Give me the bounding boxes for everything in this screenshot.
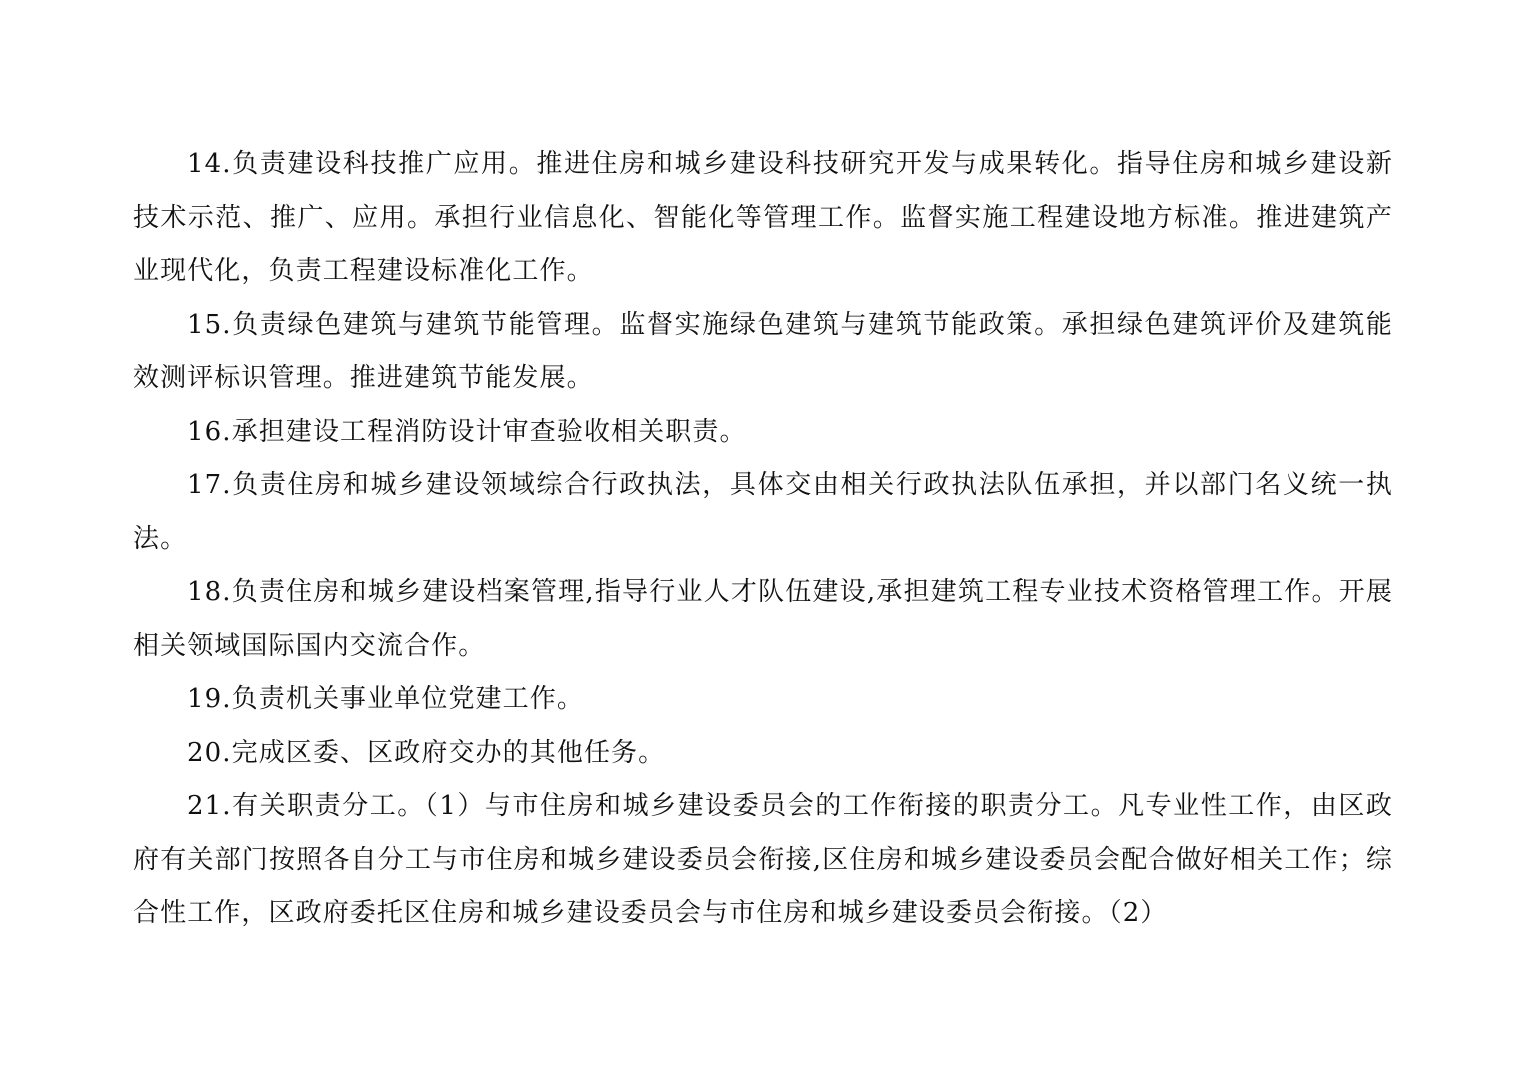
paragraph-15: 15.负责绿色建筑与建筑节能管理。监督实施绿色建筑与建筑节能政策。承担绿色建筑评价及建筑能效测评标识管理。推进建筑节能发展。 — [133, 309, 1393, 393]
paragraph-20: 20.完成区委、区政府交办的其他任务。 — [187, 737, 666, 768]
paragraph-21: 21.有关职责分工。（1）与市住房和城乡建设委员会的工作衔接的职责分工。凡专业性工作，由区政府有关部门按照各自分工与市住房和城乡建设委员会衔接,区住房和城乡建设委员会配合做好相关工作；综合性工作，区政府委托区住房和城乡建设委员会与市住房和城乡建设委员会衔接。（2） — [133, 791, 1393, 928]
paragraph-16: 16.承担建设工程消防设计审查验收相关职责。 — [187, 416, 747, 447]
paragraph-19: 19.负责机关事业单位党建工作。 — [187, 684, 584, 714]
paragraph-17: 17.负责住房和城乡建设领域综合行政执法，具体交由相关行政执法队伍承担，并以部门名义统一执法。 — [133, 470, 1393, 554]
paragraph-18: 18.负责住房和城乡建设档案管理,指导行业人才队伍建设,承担建筑工程专业技术资格管理工作。开展相关领域国际国内交流合作。 — [133, 577, 1393, 661]
paragraph-14: 14.负责建设科技推广应用。推进住房和城乡建设科技研究开发与成果转化。指导住房和城乡建设新技术示范、推广、应用。承担行业信息化、智能化等管理工作。监督实施工程建设地方标准。推进建筑产业现代化，负责工程建设标准化工作。 — [133, 149, 1393, 286]
document-body — [133, 138, 1393, 941]
